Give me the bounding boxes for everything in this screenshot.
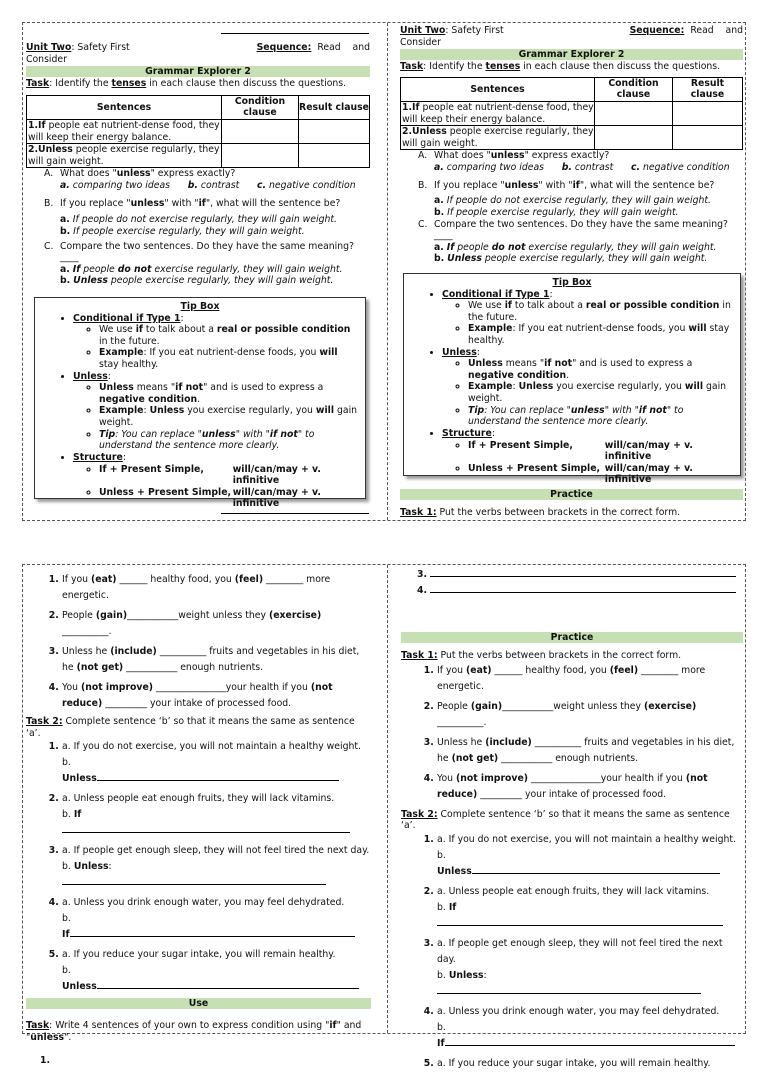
sentences-table xyxy=(400,77,743,151)
header-sentences: Sentences xyxy=(401,77,595,101)
question-b-answer-b: b. If people exercise regularly, they will gain weight. xyxy=(60,225,305,237)
header-row xyxy=(400,25,743,37)
task1-item[interactable]: 1. If you (eat) ______ healthy food, you (feel) ________ more energetic. xyxy=(437,663,743,695)
sequence-continued: Consider xyxy=(26,53,67,65)
question-c: C. Compare the two sentences. Do they have the same meaning? xyxy=(418,218,728,230)
task2-item: 2. a. Unless people eat enough fruits, they will lack vitamins. b. If xyxy=(62,791,371,839)
task1-item[interactable]: 2. People (gain)___________weight unless they (exercise) __________. xyxy=(62,608,371,640)
condition-cell[interactable] xyxy=(595,126,673,150)
question-b-answer-a: a. If people do not exercise regularly, they will gain weight. xyxy=(434,195,711,207)
header-result: Result clause xyxy=(299,95,370,119)
task2-item: 2. a. Unless people eat enough fruits, they will lack vitamins. b. If xyxy=(437,884,743,932)
worksheet-page-1 xyxy=(22,22,746,521)
question-b: B. If you replace "unless" with "if", what will the sentence be? xyxy=(418,179,715,191)
question-a: A. What does "unless" express exactly? xyxy=(418,150,610,162)
task-instruction: Task: Identify the tenses in each clause then discuss the questions. xyxy=(400,61,721,73)
right-column xyxy=(400,25,743,520)
header-result: Result clause xyxy=(673,77,743,101)
tip-box-title: Tip Box xyxy=(180,300,220,312)
tip-box xyxy=(403,273,741,486)
header-sentences: Sentences xyxy=(27,95,222,119)
answer-line[interactable] xyxy=(437,917,723,926)
answer-line[interactable] xyxy=(430,584,736,593)
question-c-answer-a: a. If people do not exercise regularly, they will gain weight. xyxy=(434,241,717,253)
task1-instruction: Task 1: Put the verbs between brackets in the correct form. xyxy=(401,650,682,661)
column-divider xyxy=(387,23,388,520)
answer-line[interactable] xyxy=(430,568,736,577)
task2-item: 4. a. Unless you drink enough water, you may feel dehydrated. b. If xyxy=(62,895,371,943)
worksheet-page-2 xyxy=(22,564,746,1069)
tip-list: • Conditional if Type 1: ◦ We use if to talk about a real or possible condition in the future. ◦ Example: If you eat nutrient-dense foods, you will stay healthy. • Unless: ◦ Unless means "if not" and is used to express a negative condition. ◦ Example: Unless you exercise regularly, you will gain weight. ◦ Tip: You can replace "unless" with "if not" to understand the sentence more clearly. • Structure: ◦ If + Present Simple, will/can/may + v. infinitive ◦ Unless + Present Simple, will/can/may + v. infinitive xyxy=(73,313,359,510)
name-line xyxy=(221,33,369,34)
header-condition: Condition clause xyxy=(222,95,299,119)
task2-item: 1. a. If you do not exercise, you will not maintain a healthy weight. b. Unless xyxy=(437,832,743,880)
question-b: B. If you replace "unless" with "if", what will the sentence be? xyxy=(44,197,341,209)
task1-item[interactable]: 4. You (not improve) _______________your health if you (not reduce) _________ your intake of processed food. xyxy=(62,680,371,712)
tip-box xyxy=(34,297,366,510)
section-banner: Grammar Explorer 2 xyxy=(26,66,370,77)
question-c: C. Compare the two sentences. Do they have the same meaning? xyxy=(44,240,354,252)
left-column xyxy=(26,42,370,520)
question-c-blank: ____ xyxy=(434,230,453,242)
unit-title: Unit Two: Safety First xyxy=(400,25,504,36)
task2-item: 1. a. If you do not exercise, you will not maintain a healthy weight. b. Unless xyxy=(62,739,371,787)
task1-list xyxy=(437,663,743,803)
task2-list xyxy=(437,832,743,1072)
task1-item[interactable]: 1. If you (eat) ______ healthy food, you (feel) ________ more energetic. xyxy=(62,572,371,604)
task1-list xyxy=(62,572,371,712)
task2-instruction: Task 2: Complete sentence ‘b’ so that it means the same as sentence ‘a’. xyxy=(401,808,730,832)
header-condition: Condition clause xyxy=(595,77,673,101)
tip-list: • Conditional if Type 1: ◦ We use if to talk about a real or possible condition in the future. ◦ Example: If you eat nutrient-dense foods, you will stay healthy. • Unless: ◦ Unless means "if not" and is used to express a negative condition. ◦ Example: Unless you exercise regularly, you will gain weight. ◦ Tip: You can replace "unless" with "if not" to understand the sentence more clearly. • Structure: ◦ If + Present Simple, will/can/may + v. infinitive ◦ Unless + Present Simple, will/can/may + v. infinitive xyxy=(442,289,734,486)
condition-cell[interactable] xyxy=(595,102,673,126)
task2-item: 3. a. If people get enough sleep, they will not feel tired the next day. b. Unless: xyxy=(437,936,743,1000)
task-instruction: Task: Identify the tenses in each clause then discuss the questions. xyxy=(26,78,347,90)
task2-instruction: Task 2: Complete sentence ‘b’ so that it means the same as sentence ‘a’. xyxy=(26,716,355,739)
task1-item[interactable]: 4. You (not improve) _______________your health if you (not reduce) _________ your intake of processed food. xyxy=(437,771,743,803)
answer-line[interactable] xyxy=(445,1037,735,1046)
question-c-answer-b: b. Unless people exercise regularly, they will gain weight. xyxy=(434,253,708,265)
result-cell[interactable] xyxy=(299,120,370,144)
condition-cell[interactable] xyxy=(222,120,299,144)
practice-banner: Practice xyxy=(400,489,743,500)
question-c-answer-a: a. If people do not exercise regularly, they will gain weight. xyxy=(60,263,343,275)
question-c-blank: ____ xyxy=(60,252,79,264)
task2-item: 4. a. Unless you drink enough water, you may feel dehydrated. b. If xyxy=(437,1004,743,1052)
answer-line[interactable] xyxy=(97,980,359,989)
practice-banner: Practice xyxy=(401,632,743,643)
column-divider xyxy=(387,565,388,1033)
question-b-answer-b: b. If people exercise regularly, they will gain weight. xyxy=(434,206,679,218)
condition-cell[interactable] xyxy=(222,144,299,168)
task1-item[interactable]: 3. Unless he (include) __________ fruits and vegetables in his diet, he (not get) ___________ enough nutrients. xyxy=(437,735,743,767)
use-line-1: 1. xyxy=(40,1055,51,1067)
tip-box-title: Tip Box xyxy=(552,276,592,288)
answer-line[interactable] xyxy=(97,772,339,781)
answer-line[interactable] xyxy=(472,865,720,874)
sentences-table xyxy=(26,95,370,169)
question-c-answer-b: b. Unless people exercise regularly, they will gain weight. xyxy=(60,275,334,287)
task2-item: 5. a. If you reduce your sugar intake, you will remain healthy. xyxy=(437,1056,743,1072)
unit-title: Unit Two: Safety First xyxy=(26,42,130,53)
sequence: Sequence: Read and xyxy=(256,42,370,53)
sequence: Sequence: Read and xyxy=(629,25,743,36)
table-row: 1.If people eat nutrient-dense food, they will keep their energy balance. xyxy=(401,102,743,126)
task1-instruction: Task 1: Put the verbs between brackets in the correct form. xyxy=(400,506,681,518)
use-task: Task: Write 4 sentences of your own to express condition using "if" and "unless". xyxy=(26,1020,362,1043)
question-a-options: a. comparing two ideas b. contrast c. negative condition xyxy=(434,162,730,174)
answer-line[interactable] xyxy=(62,876,326,885)
result-cell[interactable] xyxy=(673,126,743,150)
question-a-options: a. comparing two ideas b. contrast c. negative condition xyxy=(60,180,356,192)
sequence-continued: Consider xyxy=(400,36,441,48)
task2-item: 3. a. If people get enough sleep, they will not feel tired the next day. b. Unless: xyxy=(62,843,371,891)
right-column xyxy=(401,567,743,1069)
table-row: 2.Unless people exercise regularly, they will gain weight. xyxy=(401,126,743,150)
task2-item: 5. a. If you reduce your sugar intake, you will remain healthy. b. Unless xyxy=(62,947,371,995)
use-banner: Use xyxy=(26,998,371,1009)
question-a: A. What does "unless" express exactly? xyxy=(44,168,236,180)
result-cell[interactable] xyxy=(299,144,370,168)
header-row xyxy=(26,42,370,54)
table-row: 1.If people eat nutrient-dense food, they will keep their energy balance. xyxy=(27,120,370,144)
section-banner: Grammar Explorer 2 xyxy=(400,49,743,60)
answer-line[interactable] xyxy=(62,824,350,833)
result-cell[interactable] xyxy=(673,102,743,126)
task1-item[interactable]: 2. People (gain)___________weight unless they (exercise) __________. xyxy=(437,699,743,731)
left-column xyxy=(26,572,371,1067)
task1-item[interactable]: 3. Unless he (include) __________ fruits and vegetables in his diet, he (not get) ___________ enough nutrients. xyxy=(62,644,371,676)
use-line-4: 4. xyxy=(417,583,743,599)
answer-line[interactable] xyxy=(70,928,355,937)
answer-line[interactable] xyxy=(437,985,701,994)
table-row: 2.Unless people exercise regularly, they will gain weight. xyxy=(27,144,370,168)
task2-list xyxy=(62,739,371,995)
use-line-3: 3. xyxy=(417,567,743,583)
question-b-answer-a: a. If people do not exercise regularly, they will gain weight. xyxy=(60,214,337,226)
